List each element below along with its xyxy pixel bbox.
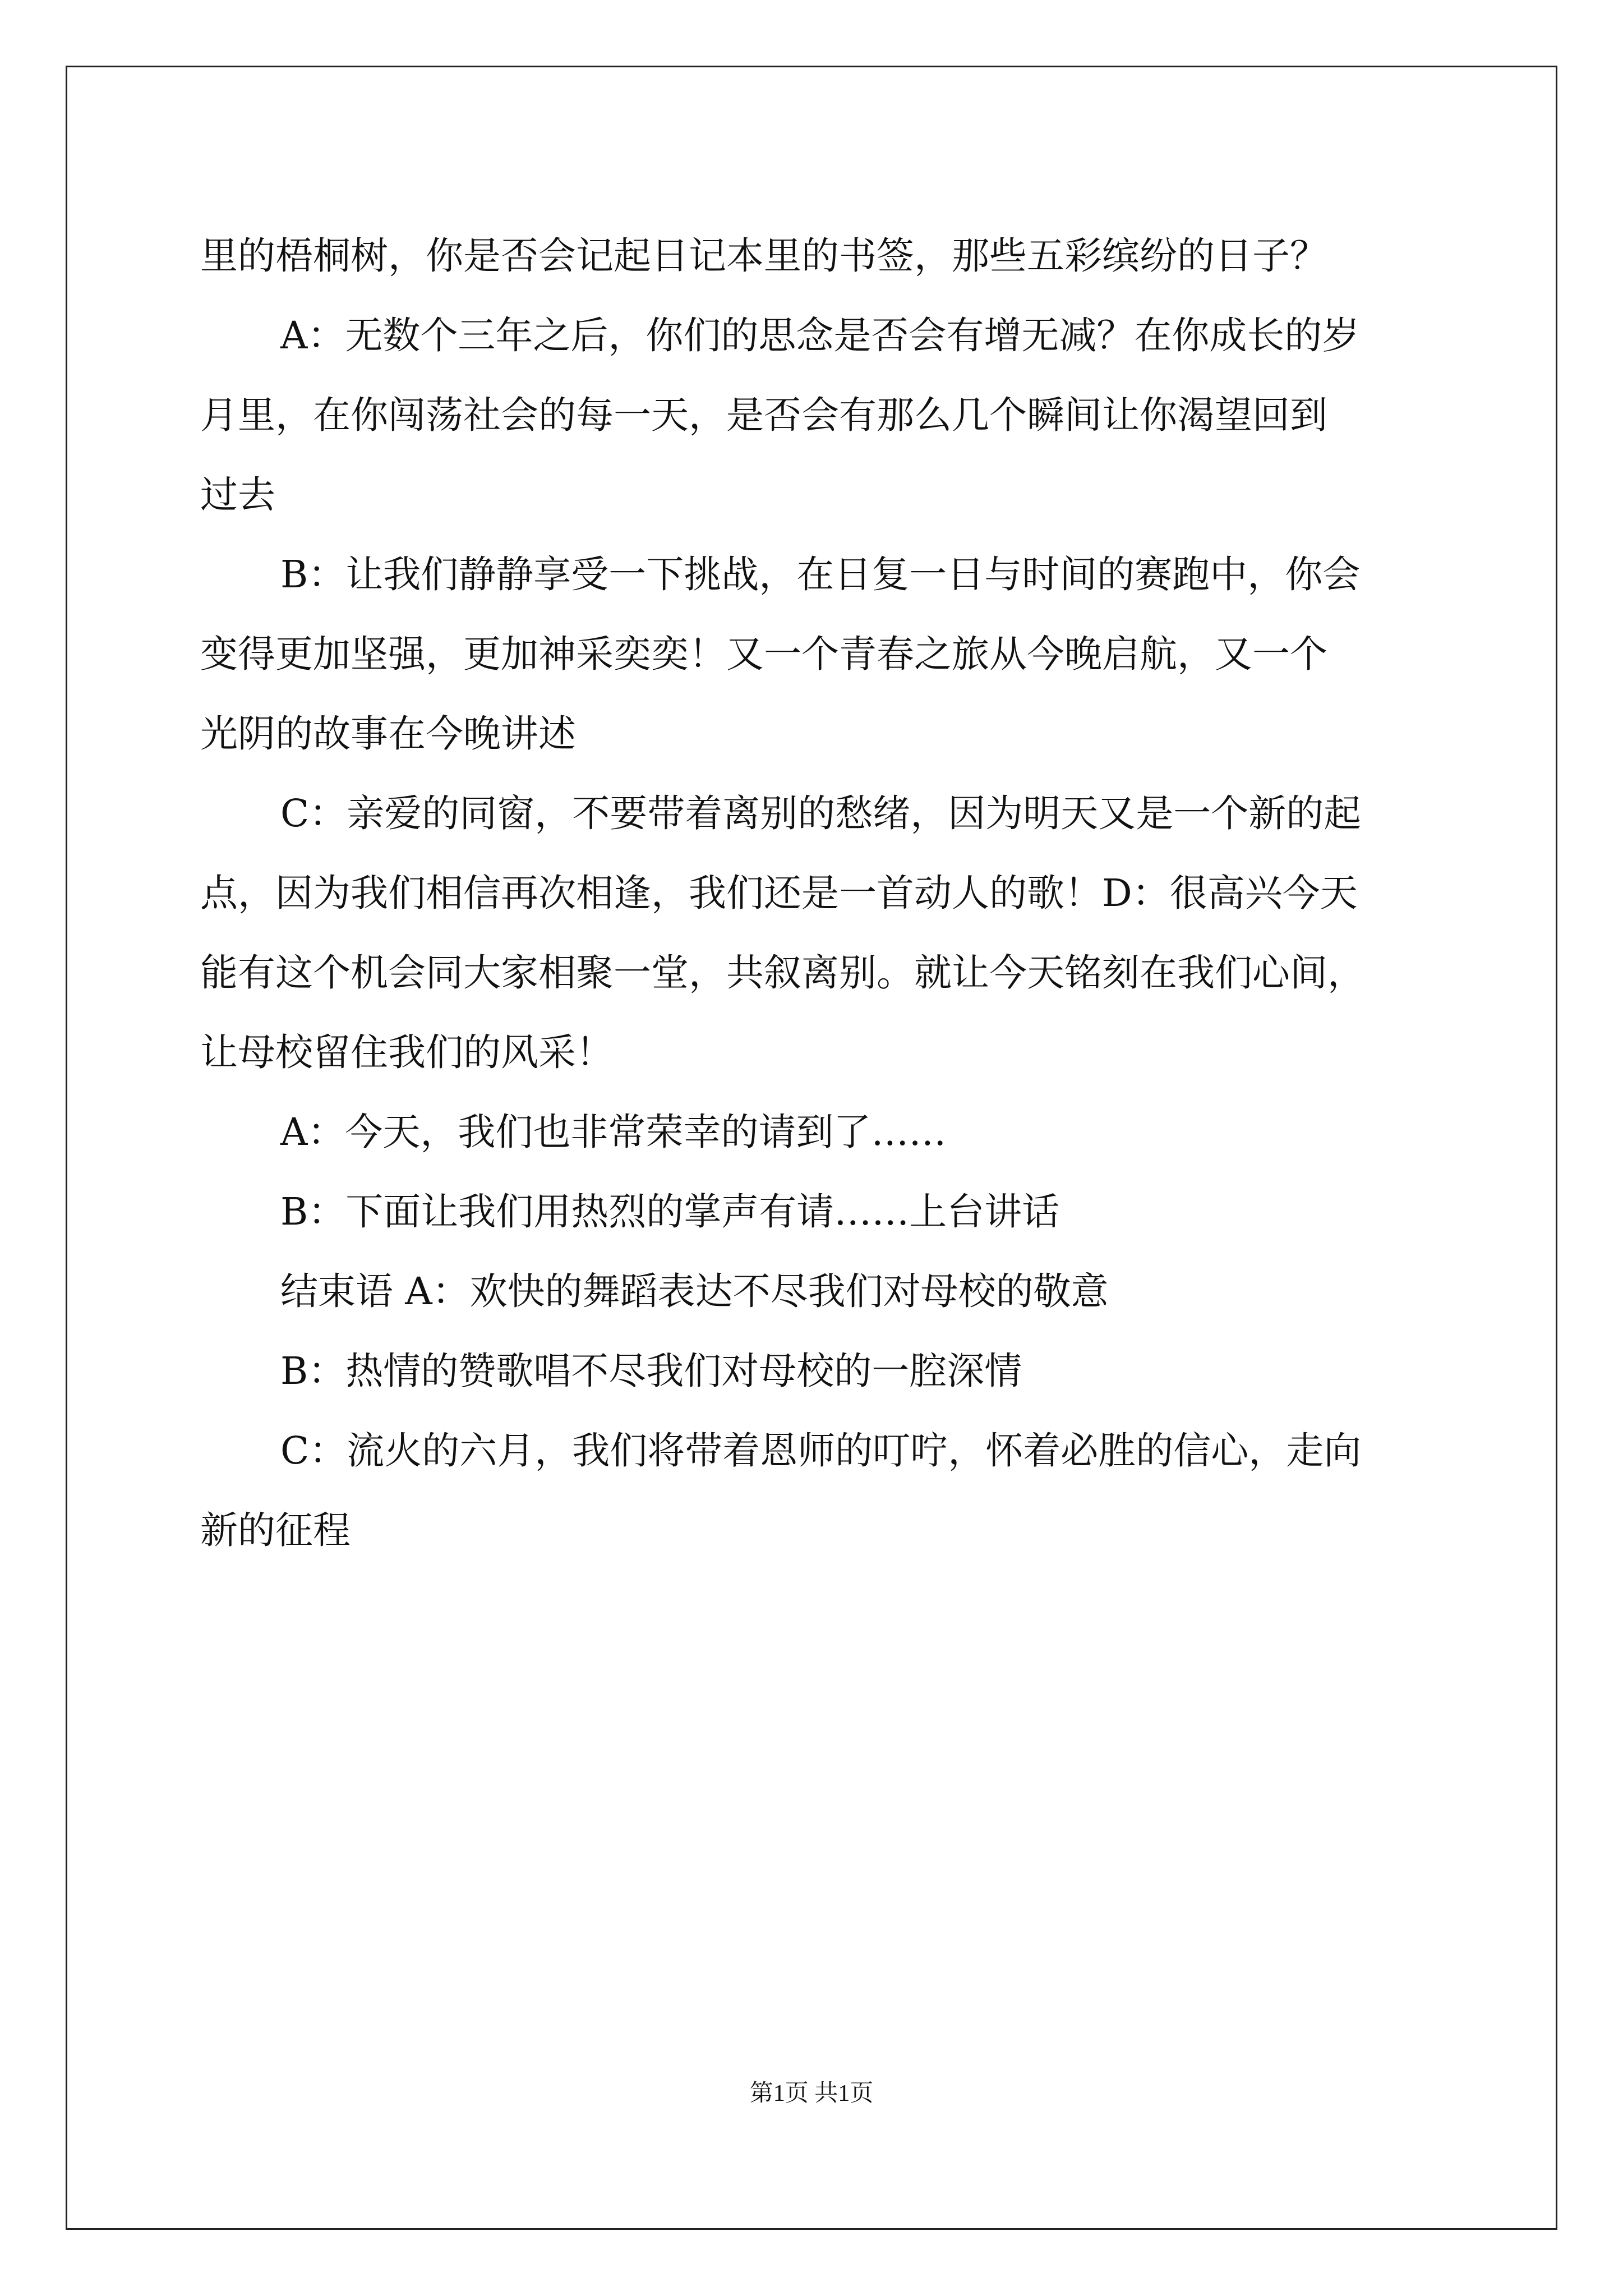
text-line: 能有这个机会同大家相聚一堂，共叙离别。就让今天铭刻在我们心间， bbox=[200, 951, 1365, 995]
page-number: 第1页 共1页 bbox=[749, 2081, 874, 2106]
text-line: 过去 bbox=[200, 473, 275, 517]
text-line: 结束语 A：欢快的舞蹈表达不尽我们对母校的敬意 bbox=[280, 1269, 1109, 1313]
text-line: C：亲爱的同窗，不要带着离别的愁绪，因为明天又是一个新的起 bbox=[280, 792, 1362, 835]
text-line: 让母校留住我们的风采！ bbox=[200, 1030, 614, 1074]
text-line: A：无数个三年之后，你们的思念是否会有增无减？在你成长的岁 bbox=[280, 314, 1360, 357]
document-body bbox=[200, 216, 1434, 1570]
text-line: A：今天，我们也非常荣幸的请到了…… bbox=[280, 1110, 947, 1154]
text-line: 里的梧桐树，你是否会记起日记本里的书签，那些五彩缤纷的日子？ bbox=[200, 234, 1327, 278]
text-line: B：热情的赞歌唱不尽我们对母校的一腔深情 bbox=[280, 1349, 1022, 1393]
text-line: B：让我们静静享受一下挑战，在日复一日与时间的赛跑中，你会 bbox=[280, 553, 1361, 596]
text-line: 月里，在你闯荡社会的每一天，是否会有那么几个瞬间让你渴望回到 bbox=[200, 393, 1327, 437]
text-line: 点，因为我们相信再次相逢，我们还是一首动人的歌！D：很高兴今天 bbox=[200, 871, 1358, 915]
text-line: 光阴的故事在今晚讲述 bbox=[200, 712, 576, 756]
text-line: 新的征程 bbox=[200, 1508, 351, 1552]
text-line: C：流火的六月，我们将带着恩师的叮咛，怀着必胜的信心，走向 bbox=[280, 1429, 1362, 1473]
text-line: B：下面让我们用热烈的掌声有请……上台讲话 bbox=[280, 1190, 1060, 1234]
text-line: 变得更加坚强，更加神采奕奕！又一个青春之旅从今晚启航，又一个 bbox=[200, 632, 1327, 676]
